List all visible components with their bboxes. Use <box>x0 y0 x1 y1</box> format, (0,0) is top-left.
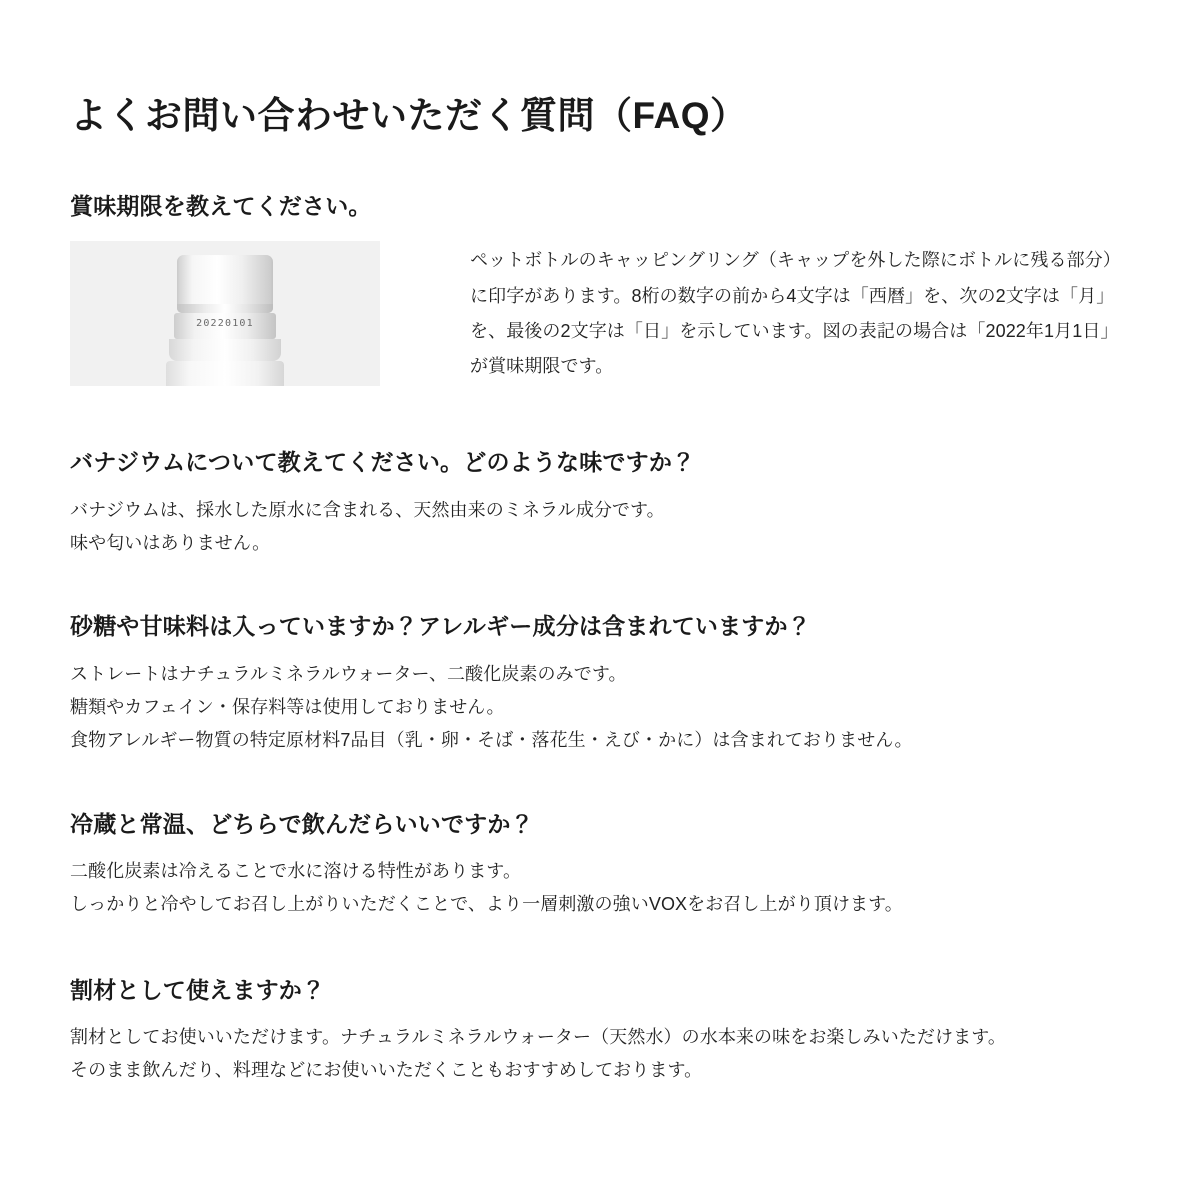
faq-item-sugar-allergy <box>70 610 1130 757</box>
faq-question-vanadium: バナジウムについて教えてください。どのような味ですか？ <box>70 449 696 476</box>
faq-answer-line: ストレートはナチュラルミネラルウォーター、二酸化炭素のみです。 <box>70 663 627 684</box>
faq-answer-expiry-text <box>380 241 1130 383</box>
bottle-body <box>166 361 284 386</box>
faq-item-vanadium <box>70 446 1130 560</box>
faq-answer-vanadium <box>70 494 1130 561</box>
bottle-cap-photo <box>70 241 380 386</box>
faq-question-mixer: 割材として使えますか？ <box>70 976 326 1003</box>
faq-answer-line: そのまま飲んだり、料理などにお使いいただくこともおすすめしております。 <box>70 1060 703 1081</box>
faq-answer-line: 割材としてお使いいただけます。ナチュラルミネラルウォーター（天然水）の水本来の味をお楽しみいただけます。 <box>70 1026 1006 1047</box>
faq-item-expiry <box>70 190 1130 386</box>
bottle-cap <box>177 255 273 313</box>
faq-item-mixer <box>70 974 1130 1088</box>
page-title: よくお問い合わせいただく質問（FAQ） <box>70 95 748 136</box>
bottle-illustration <box>166 255 284 386</box>
bottle-capping-ring <box>174 313 276 339</box>
faq-answer-line: 二酸化炭素は冷えることで水に溶ける特性があります。 <box>70 860 522 881</box>
faq-question-sugar-allergy: 砂糖や甘味料は入っていますか？アレルギー成分は含まれていますか？ <box>70 613 811 640</box>
faq-question-expiry: 賞味期限を教えてください。 <box>70 193 372 220</box>
faq-answer-line: 食物アレルギー物質の特定原材料7品目（乳・卵・そば・落花生・えび・かに）は含まれておりません。 <box>70 730 913 751</box>
faq-answer-chilled-or-room <box>70 855 1130 922</box>
faq-question-chilled-or-room: 冷蔵と常温、どちらで飲んだらいいですか？ <box>70 810 534 837</box>
faq-answer-line: バナジウムは、採水した原水に含まれる、天然由来のミネラル成分です。 <box>70 499 665 520</box>
faq-item-chilled-or-room <box>70 808 1130 922</box>
faq-answer-line: ペットボトルのキャッピングリング（キャップを外した際にボトルに残る部分）に印字があります。8桁の数字の前から4文字は「西暦」を、次の2文字は「月」を、最後の2文字は「日」を示しています。図の表記の場合は「2022年1月1日」が賞味期限です。 <box>470 250 1121 376</box>
faq-answer-sugar-allergy <box>70 658 1130 758</box>
printed-expiry-code: 20220101 <box>196 318 254 330</box>
faq-answer-line: 味や匂いはありません。 <box>70 533 271 554</box>
faq-answer-expiry-row <box>70 241 1130 386</box>
faq-answer-line: しっかりと冷やしてお召し上がりいただくことで、より一層刺激の強いVOXをお召し上がり頂けます。 <box>70 894 903 915</box>
faq-answer-line: 糖類やカフェイン・保存料等は使用しておりません。 <box>70 697 505 718</box>
faq-answer-mixer <box>70 1021 1130 1088</box>
bottle-neck <box>169 339 281 361</box>
